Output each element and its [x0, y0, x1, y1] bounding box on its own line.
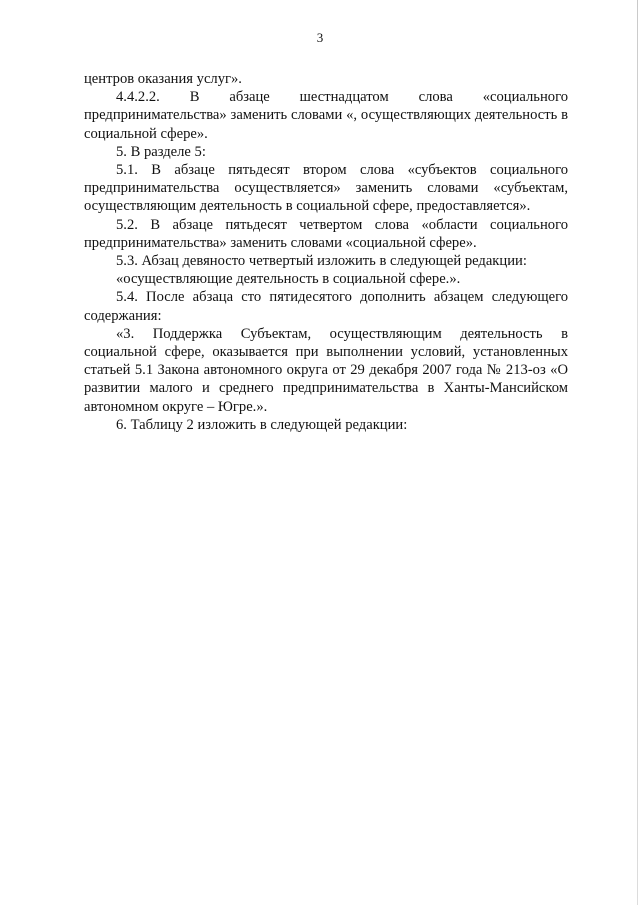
paragraph-5-1: 5.1. В абзаце пятьдесят втором слова «субъектов социального предпринимательства осуществляется» заменить словами «субъектам, осуществляющим деятельность в социальной сфере, предоставляется».: [84, 162, 568, 215]
paragraph-continuation: центров оказания услуг».: [84, 71, 242, 87]
page-number: 3: [316, 30, 324, 45]
paragraph-6: 6. Таблицу 2 изложить в следующей редакции:: [116, 416, 408, 433]
document-body: [84, 70, 568, 434]
paragraph-4-4-2-2: 4.4.2.2. В абзаце шестнадцатом слова «социального предпринимательства» заменить словами «, осуществляющих деятельность в социальной сфере».: [84, 89, 568, 142]
paragraph-5-4-new-text: «3. Поддержка Субъектам, осуществляющим деятельность в социальной сфере, оказывается при выполнении условий, установленных статьей 5.1 Закона автономного округа от 29 декабря 2007 года № 213-оз «О развитии малого и среднего предпринимательства в Ханты-Мансийском автономном округе – Югре.».: [84, 325, 568, 415]
paragraph-5-2: 5.2. В абзаце пятьдесят четвертом слова «области социального предпринимательства» заменить словами «социальной сфере».: [84, 216, 568, 251]
paragraph-5-4: 5.4. После абзаца сто пятидесятого дополнить абзацем следующего содержания:: [84, 289, 568, 324]
paragraph-section-5: 5. В разделе 5:: [116, 143, 206, 160]
scan-edge-line: [637, 0, 638, 905]
paragraph-5-3-new-text: «осуществляющие деятельность в социальной сфере.».: [116, 271, 461, 288]
paragraph-5-3: 5.3. Абзац девяносто четвертый изложить в следующей редакции:: [116, 253, 527, 270]
